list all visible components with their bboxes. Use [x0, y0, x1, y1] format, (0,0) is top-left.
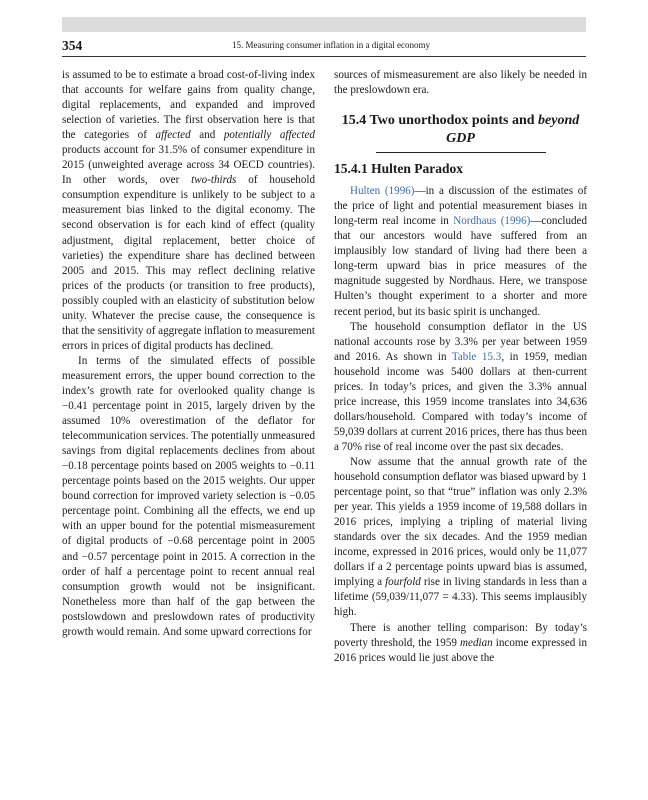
- paragraph: Now assume that the annual growth rate of the household consumption deflator was biased upward by 1 percentage point, so that “true” inflation was only 2.3% per year. This yields a 1959 income of 19,588 dollars in 2016 prices, implying a tripling of material living standards over the six decades. And the 1959 median income, expressed in 2016 prices, would only be 11,077 dollars if a 2 percentage points upward bias is assumed, implying a fourfold rise in living standards in less than a lifetime (59,039/11,077 = 4.33). This seems implausibly high.: [334, 455, 587, 619]
- section-rule: [376, 152, 546, 153]
- section-heading: 15.4 Two unorthodox points and beyond GDP: [341, 113, 580, 147]
- citation-link[interactable]: Hulten (1996): [350, 185, 415, 198]
- paragraph: is assumed to be to estimate a broad cost-of-living index that accounts for welfare gains from quality change, digital replacements, and expanded and improved selection of varieties. The first observation here is that the categories of affected and potentially affected products account for 31.5% of consumer expenditure in 2015 (unweighted average across 34 OECD countries). In other words, over two-thirds of household consumption expenditure is unlikely to be subject to a measurement bias linked to the digital economy. The second observation is for each kind of effect (quality adjustment, digital replacement, better choice of varieties) the expenditure share has declined between 2005 and 2015. This may reflect declining relative prices of the products (or transition to free products), possibly coupled with an elasticity of substitution below unity. Whatever the precise cause, the consequence is that the sensitivity of aggregate inflation to measurement errors in prices of digital products has declined.: [62, 69, 315, 352]
- paragraph: In terms of the simulated effects of possible measurement errors, the upper bound correction to the index’s growth rate for overlooked quality change is −0.41 percentage point in 2015, largely driven by the assumed 10% overestimation of the deflator for telecommunication services. The potentially unmeasured savings from digital replacements declines from about −0.18 percentage points based on 2005 weights to −0.11 percentage points based on the 2015 weights. Our upper bound correction for improved variety selection is −0.05 percentage point. Combining all the effects, we end up with an upper bound for the potential mismeasurement of digital products of −0.68 percentage point in 2005 and −0.57 percentage point in 2015. A correction in the order of half a percentage point to recent annual real consumption growth would not be insignificant. Nonetheless more than half of the gap between the postslowdown and preslowdown rates of productivity growth would remain. And some upward corrections for: [62, 354, 315, 638]
- header-rule: [62, 56, 586, 57]
- paragraph: The household consumption deflator in the US national accounts rose by 3.3% per year between 1959 and 2016. As shown in Table 15.3, in 1959, median household income was 5400 dollars at then-current prices. In today’s prices, and given the 3.3% annual price increase, this 1959 income translates into 34,636 dollars/household. Compared with today’s income of 59,039 dollars at current 2016 prices, there has thus been a 70% rise of real income over the past six decades.: [334, 320, 587, 453]
- paragraph: sources of mismeasurement are also likely be needed in the preslowdown era.: [334, 69, 587, 97]
- running-title: 15. Measuring consumer inflation in a digital economy: [232, 40, 430, 50]
- page-number: 354: [62, 38, 83, 53]
- paragraph: There is another telling comparison: By today’s poverty threshold, the 1959 median income expressed in 2016 prices would lie just above the: [334, 621, 587, 664]
- paragraph: Hulten (1996)—in a discussion of the estimates of the price of light and potential measurement biases in long-term real income in Nordhaus (1996)—concluded that our ancestors would have suffered from an implausibly low standard of living had there been a long-term upward bias in price measures of the magnitude suggested by Nordhaus. Here, we transpose Hulten’s thought experiment to a shorter and more recent period, but its basic spirit is unchanged.: [334, 185, 588, 318]
- table-link[interactable]: Table 15.3: [451, 350, 502, 363]
- subsection-heading: 15.4.1 Hulten Paradox: [334, 161, 464, 177]
- left-column: [62, 68, 315, 640]
- header-bar: [62, 17, 586, 32]
- right-column: [334, 68, 587, 666]
- citation-link[interactable]: Nordhaus (1996): [453, 215, 531, 228]
